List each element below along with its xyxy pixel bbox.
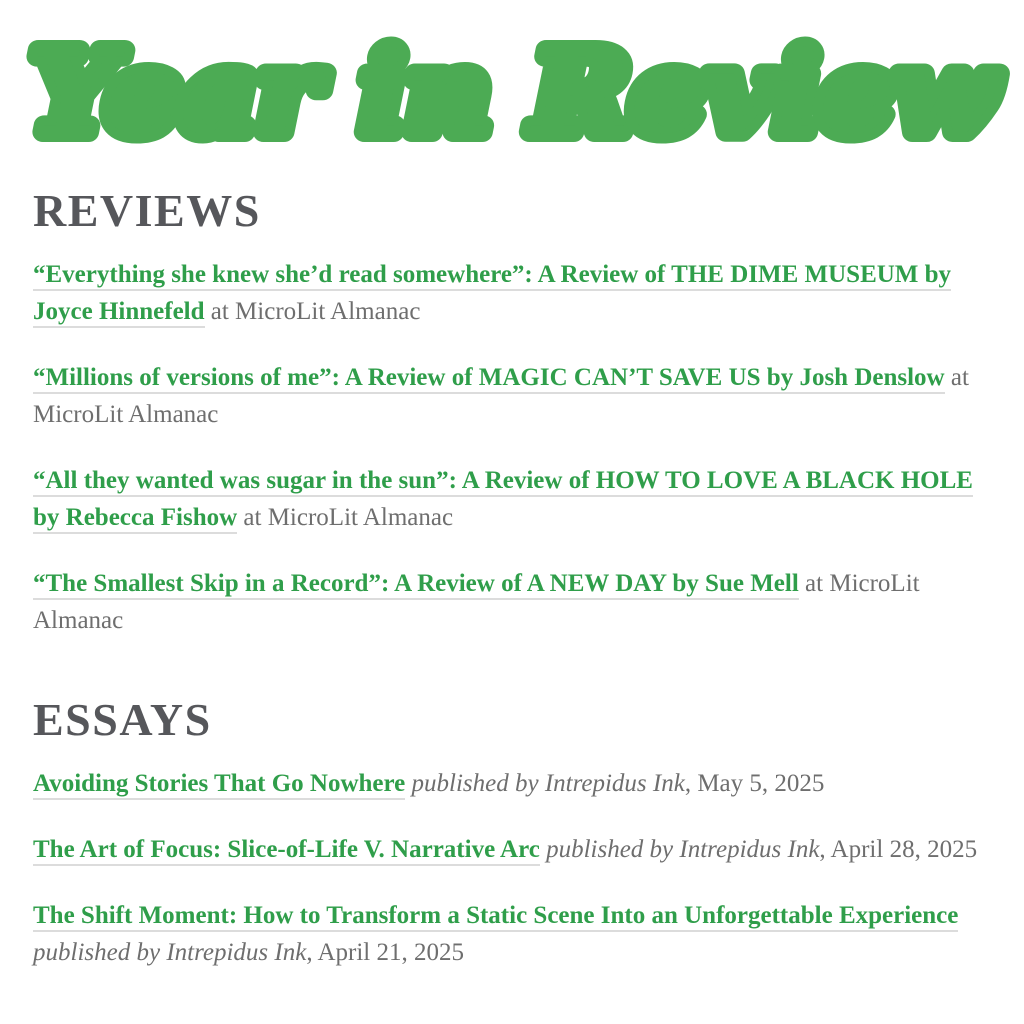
review-link-dime-museum[interactable]: “Everything she knew she’d read somewhere”: A Review of THE DIME MUSEUM by Joyce Hinnefeld	[33, 261, 951, 328]
essay-link-avoiding-stories[interactable]: Avoiding Stories That Go Nowhere	[33, 770, 405, 800]
essay-publisher-text: published by Intrepidus Ink	[33, 939, 307, 966]
essay-publisher-text: published by Intrepidus Ink	[546, 836, 820, 863]
review-venue-text: at MicroLit Almanac	[33, 570, 920, 634]
review-venue-text: at MicroLit Almanac	[243, 504, 454, 531]
essay-publisher-text: published by Intrepidus Ink	[411, 770, 685, 797]
review-link-magic-cant-save-us[interactable]: “Millions of versions of me”: A Review of MAGIC CAN’T SAVE US by Josh Denslow	[33, 364, 945, 394]
essay-item	[33, 765, 996, 802]
review-item	[33, 256, 996, 330]
review-link-a-new-day[interactable]: “The Smallest Skip in a Record”: A Review of A NEW DAY by Sue Mell	[33, 570, 799, 600]
essay-date-text: , April 28, 2025	[819, 836, 978, 863]
essays-section-heading: ESSAYS	[33, 694, 212, 745]
title-graphic	[21, 12, 1024, 182]
review-item	[33, 462, 996, 536]
review-venue-text: at MicroLit Almanac	[210, 298, 421, 325]
page-title	[21, 12, 998, 182]
review-item	[33, 359, 996, 433]
essay-link-shift-moment[interactable]: The Shift Moment: How to Transform a Static Scene Into an Unforgettable Experience	[33, 902, 958, 932]
essay-date-text: , April 21, 2025	[306, 939, 464, 966]
essay-item	[33, 831, 996, 868]
review-link-how-to-love-a-black-hole[interactable]: “All they wanted was sugar in the sun”: A Review of HOW TO LOVE A BLACK HOLE by Rebecca Fishow	[33, 467, 973, 534]
reviews-section-heading: REVIEWS	[33, 185, 261, 236]
essay-item	[33, 897, 996, 971]
essay-date-text: , May 5, 2025	[684, 770, 825, 797]
essay-link-art-of-focus[interactable]: The Art of Focus: Slice-of-Life V. Narrative Arc	[33, 836, 540, 866]
review-venue-text: at MicroLit Almanac	[33, 364, 969, 428]
page-title-text: Year in Review	[31, 28, 1000, 159]
review-item	[33, 565, 996, 639]
